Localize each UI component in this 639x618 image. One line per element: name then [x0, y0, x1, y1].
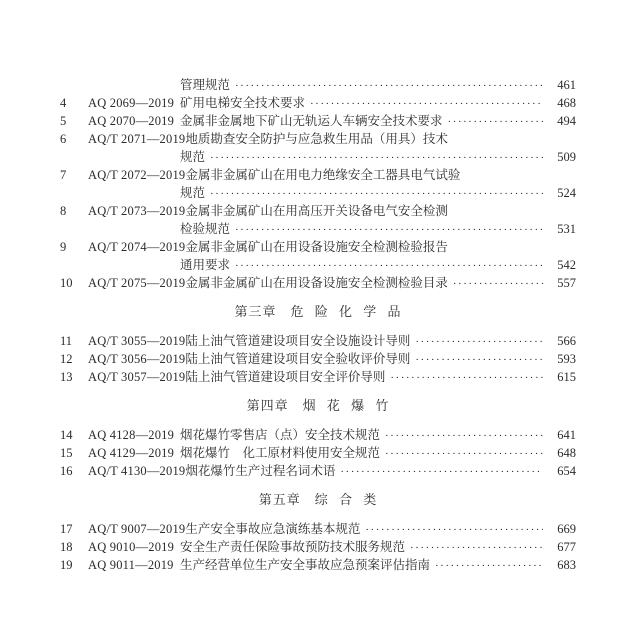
dot-leader: [235, 257, 543, 275]
dot-leader: [235, 77, 543, 95]
dot-leader: [385, 445, 543, 463]
page-number: 593: [557, 352, 576, 366]
entry-title-continued: 检验规范: [180, 222, 231, 236]
toc-entry: [60, 112, 576, 130]
chapter-title: 危 险 化 学 品: [290, 304, 402, 319]
dot-leader: [448, 113, 543, 131]
dot-leader: [453, 275, 543, 293]
toc-entry-line1: [60, 202, 576, 220]
toc-entry-line2: [60, 256, 576, 274]
toc-entry-continuation: [60, 76, 576, 94]
chapter-title: 烟 花 爆 竹: [302, 398, 390, 413]
page-number: 641: [557, 428, 576, 442]
entry-number: 12: [60, 352, 73, 366]
toc-entry: [60, 462, 576, 480]
page-number: 648: [557, 446, 576, 460]
entry-title: 陆上油气管道建设项目安全评价导则: [185, 370, 386, 384]
standard-code: AQ/T 2073—2019: [88, 204, 186, 218]
page-number: 615: [557, 370, 576, 384]
chapter-heading: [60, 303, 576, 321]
page-number: 542: [557, 258, 576, 272]
page-number: 509: [557, 150, 576, 164]
entry-title: 烟花爆竹生产过程名词术语: [185, 464, 336, 478]
entry-title: 金属非金属矿山在用电力绝缘安全工器具电气试验: [185, 168, 461, 182]
dot-leader: [385, 427, 543, 445]
toc-entry: [60, 520, 576, 538]
entry-number: 7: [60, 168, 67, 182]
toc-entry: [60, 94, 576, 112]
standard-code: AQ/T 9007—2019: [88, 522, 186, 536]
standard-code: AQ/T 3055—2019: [88, 334, 186, 348]
standard-code: AQ 9011—2019: [88, 558, 174, 572]
entry-title: 金属非金属地下矿山无轨运人车辆安全技术要求: [180, 114, 443, 128]
dot-leader: [365, 521, 543, 539]
chapter-label: 第五章: [258, 492, 301, 507]
toc-entry: [60, 444, 576, 462]
standard-code: AQ 9010—2019: [88, 540, 175, 554]
dot-leader: [340, 463, 543, 481]
entry-title-continued: 规范: [180, 186, 206, 200]
toc-entry-line1: [60, 130, 576, 148]
toc-entry: [60, 556, 576, 574]
page-number: 683: [557, 558, 576, 572]
page-number: 461: [557, 78, 576, 92]
entry-number: 17: [60, 522, 73, 536]
dot-leader: [435, 557, 543, 575]
page-number: 494: [557, 114, 576, 128]
entry-number: 10: [60, 276, 73, 290]
entry-number: 8: [60, 204, 67, 218]
toc-entry: [60, 350, 576, 368]
dot-leader: [235, 221, 543, 239]
chapter-title: 综 合 类: [314, 492, 378, 507]
standard-code: AQ 4128—2019: [88, 428, 175, 442]
entry-title: 烟花爆竹 化工原材料使用安全规范: [180, 446, 381, 460]
standard-code: AQ 2069—2019: [88, 96, 175, 110]
entry-title: 金属非金属矿山在用设备设施安全检测检验报告: [185, 240, 448, 254]
dot-leader: [415, 351, 543, 369]
standard-code: AQ/T 4130—2019: [88, 464, 186, 478]
toc-entry-line2: [60, 220, 576, 238]
entry-title: 安全生产责任保险事故预防技术服务规范: [180, 540, 406, 554]
standard-code: AQ/T 2071—2019: [88, 132, 186, 146]
standard-code: AQ/T 3057—2019: [88, 370, 186, 384]
toc-entry: [60, 538, 576, 556]
toc-entry-line1: [60, 166, 576, 184]
standard-code: AQ/T 2075—2019: [88, 276, 186, 290]
page-number: 566: [557, 334, 576, 348]
entry-title: 烟花爆竹零售店（点）安全技术规范: [180, 428, 381, 442]
standard-code: AQ/T 3056—2019: [88, 352, 186, 366]
entry-title: 生产安全事故应急演练基本规范: [185, 522, 361, 536]
page-number: 669: [557, 522, 576, 536]
page-number: 531: [557, 222, 576, 236]
toc-entry-line2: [60, 148, 576, 166]
entry-title: 矿用电梯安全技术要求: [180, 96, 306, 110]
dot-leader: [210, 185, 543, 203]
toc-entry: [60, 332, 576, 350]
entry-title: 陆上油气管道建设项目安全设施设计导则: [185, 334, 411, 348]
page-number: 468: [557, 96, 576, 110]
standard-code: AQ/T 2072—2019: [88, 168, 186, 182]
entry-number: 9: [60, 240, 67, 254]
toc-entry: [60, 368, 576, 386]
dot-leader: [415, 333, 543, 351]
toc-entry: [60, 426, 576, 444]
entry-title-continued: 管理规范: [180, 78, 231, 92]
dot-leader: [310, 95, 543, 113]
toc-entry-line1: [60, 238, 576, 256]
page-number: 654: [557, 464, 576, 478]
entry-title: 地质勘查安全防护与应急救生用品（用具）技术: [185, 132, 448, 146]
entry-number: 4: [60, 96, 67, 110]
chapter-label: 第三章: [234, 304, 277, 319]
entry-number: 5: [60, 114, 67, 128]
dot-leader: [390, 369, 543, 387]
chapter-heading: [60, 397, 576, 415]
dot-leader: [410, 539, 543, 557]
table-of-contents: [60, 76, 576, 574]
page-number: 557: [557, 276, 576, 290]
entry-number: 6: [60, 132, 67, 146]
chapter-heading: [60, 491, 576, 509]
entry-title-continued: 通用要求: [180, 258, 231, 272]
page-number: 524: [557, 186, 576, 200]
entry-number: 19: [60, 558, 73, 572]
entry-number: 18: [60, 540, 73, 554]
chapter-label: 第四章: [246, 398, 289, 413]
entry-number: 13: [60, 370, 73, 384]
entry-number: 14: [60, 428, 73, 442]
toc-entry: [60, 274, 576, 292]
toc-entry-line2: [60, 184, 576, 202]
page-number: 677: [557, 540, 576, 554]
standard-code: AQ 2070—2019: [88, 114, 175, 128]
entry-title: 陆上油气管道建设项目安全验收评价导则: [185, 352, 411, 366]
entry-number: 16: [60, 464, 73, 478]
standard-code: AQ 4129—2019: [88, 446, 175, 460]
entry-title: 生产经营单位生产安全事故应急预案评估指南: [180, 558, 431, 572]
entry-title: 金属非金属矿山在用高压开关设备电气安全检测: [185, 204, 448, 218]
entry-number: 11: [60, 334, 73, 348]
dot-leader: [210, 149, 543, 167]
standard-code: AQ/T 2074—2019: [88, 240, 186, 254]
entry-title-continued: 规范: [180, 150, 206, 164]
entry-title: 金属非金属矿山在用设备设施安全检测检验目录: [185, 276, 448, 290]
entry-number: 15: [60, 446, 73, 460]
